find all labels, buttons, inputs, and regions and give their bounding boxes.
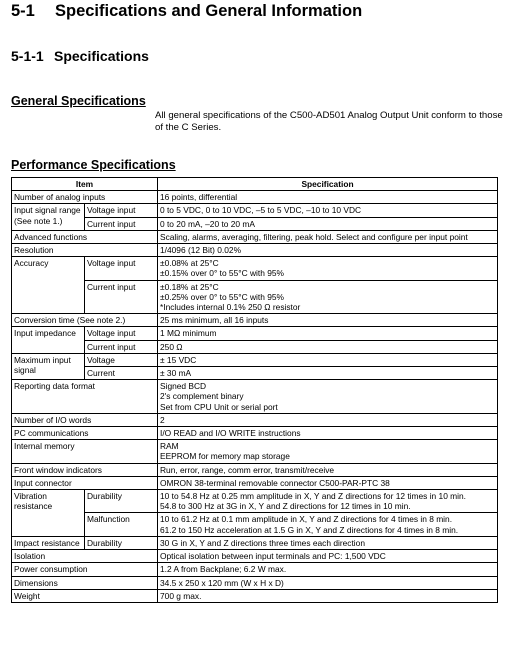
item-cell: Advanced functions [12, 230, 158, 243]
subsection-heading [11, 48, 149, 64]
spec-cell: Optical isolation between input terminals and PC: 1,500 VDC [158, 550, 498, 563]
spec-cell: Signed BCD 2's complement binary Set from CPU Unit or serial port [158, 380, 498, 414]
table-row [12, 280, 498, 314]
spec-cell: 34.5 x 250 x 120 mm (W x H x D) [158, 576, 498, 589]
table-row [12, 513, 498, 536]
spec-cell: Scaling, alarms, averaging, filtering, peak hold. Select and configure per input point [158, 230, 498, 243]
subsection-title: Specifications [54, 48, 149, 64]
spec-cell: 1.2 A from Backplane; 6.2 W max. [158, 563, 498, 576]
table-row [12, 340, 498, 353]
table-row [12, 463, 498, 476]
item-cell: Conversion time (See note 2.) [12, 314, 158, 327]
spec-cell: 30 G in X, Y and Z directions three times each direction [158, 536, 498, 549]
item-cell: Power consumption [12, 563, 158, 576]
spec-cell: 1/4096 (12 Bit) 0.02% [158, 244, 498, 257]
table-row [12, 476, 498, 489]
spec-cell: ± 15 VDC [158, 353, 498, 366]
item-cell: Input signal range (See note 1.) [12, 204, 85, 230]
table-row [12, 380, 498, 414]
table-row [12, 217, 498, 230]
table-row [12, 204, 498, 217]
subitem-cell: Durability [85, 536, 158, 549]
spec-cell: ± 30 mA [158, 367, 498, 380]
general-specifications-heading: General Specifications [11, 94, 146, 108]
subitem-cell: Current input [85, 217, 158, 230]
item-cell: Input impedance [12, 327, 85, 353]
table-row [12, 191, 498, 204]
spec-cell: Run, error, range, comm error, transmit/receive [158, 463, 498, 476]
spec-cell: 2 [158, 413, 498, 426]
spec-cell: 250 Ω [158, 340, 498, 353]
subitem-cell: Voltage input [85, 257, 158, 280]
section-title: Specifications and General Information [55, 2, 363, 20]
table-row [12, 327, 498, 340]
spec-cell: OMRON 38-terminal removable connector C500-PAR-PTC 38 [158, 476, 498, 489]
subitem-cell: Voltage [85, 353, 158, 366]
spec-cell: 0 to 20 mA, –20 to 20 mA [158, 217, 498, 230]
table-row [12, 367, 498, 380]
table-row [12, 576, 498, 589]
item-cell: Front window indicators [12, 463, 158, 476]
item-cell: Number of analog inputs [12, 191, 158, 204]
column-header-item: Item [12, 178, 158, 191]
subitem-cell: Voltage input [85, 204, 158, 217]
item-cell: Impact resistance [12, 536, 85, 549]
spec-cell: I/O READ and I/O WRITE instructions [158, 427, 498, 440]
performance-specifications-heading: Performance Specifications [11, 158, 176, 172]
table-row [12, 413, 498, 426]
spec-cell: 0 to 5 VDC, 0 to 10 VDC, –5 to 5 VDC, –10 to 10 VDC [158, 204, 498, 217]
section-heading [11, 2, 362, 21]
table-header-row [12, 178, 498, 191]
table-row [12, 314, 498, 327]
item-cell: Isolation [12, 550, 158, 563]
table-row [12, 427, 498, 440]
item-cell: Maximum input signal [12, 353, 85, 379]
performance-specifications-table [11, 177, 498, 603]
column-header-specification: Specification [158, 178, 498, 191]
table-row [12, 440, 498, 463]
section-number: 5-1 [11, 2, 35, 20]
spec-cell: 10 to 54.8 Hz at 0.25 mm amplitude in X, Y and Z directions for 12 times in 10 min. 54.8 to 300 Hz at 3G in X, Y and Z directions for 12 times in 10 min. [158, 490, 498, 513]
subitem-cell: Malfunction [85, 513, 158, 536]
table-row [12, 257, 498, 280]
spec-cell: 1 MΩ minimum [158, 327, 498, 340]
table-row [12, 589, 498, 602]
subitem-cell: Durability [85, 490, 158, 513]
item-cell: Internal memory [12, 440, 158, 463]
table-row [12, 563, 498, 576]
table-row [12, 490, 498, 513]
item-cell: Number of I/O words [12, 413, 158, 426]
spec-cell: 25 ms minimum, all 16 inputs [158, 314, 498, 327]
table-row [12, 244, 498, 257]
item-cell: Accuracy [12, 257, 85, 314]
subitem-cell: Current input [85, 340, 158, 353]
table-row [12, 353, 498, 366]
spec-cell: 700 g max. [158, 589, 498, 602]
item-cell: Reporting data format [12, 380, 158, 414]
item-cell: Dimensions [12, 576, 158, 589]
subitem-cell: Current [85, 367, 158, 380]
item-cell: Vibration resistance [12, 490, 85, 537]
spec-cell: ±0.18% at 25°C ±0.25% over 0° to 55°C with 95% *Includes internal 0.1% 250 Ω resistor [158, 280, 498, 314]
item-cell: PC communications [12, 427, 158, 440]
item-cell: Weight [12, 589, 158, 602]
spec-cell: ±0.08% at 25°C ±0.15% over 0° to 55°C with 95% [158, 257, 498, 280]
spec-cell: RAM EEPROM for memory map storage [158, 440, 498, 463]
item-cell: Resolution [12, 244, 158, 257]
table-row [12, 230, 498, 243]
subitem-cell: Current input [85, 280, 158, 314]
subsection-number: 5-1-1 [11, 48, 44, 64]
general-specifications-text: All general specifications of the C500-AD501 Analog Output Unit conform to those of the C Series. [155, 110, 503, 133]
spec-cell: 16 points, differential [158, 191, 498, 204]
table-row [12, 550, 498, 563]
subitem-cell: Voltage input [85, 327, 158, 340]
spec-cell: 10 to 61.2 Hz at 0.1 mm amplitude in X, Y and Z directions for 4 times in 8 min. 61.2 to 150 Hz acceleration at 1.5 G in X, Y and Z directions for 4 times in 8 min. [158, 513, 498, 536]
table-row [12, 536, 498, 549]
item-cell: Input connector [12, 476, 158, 489]
